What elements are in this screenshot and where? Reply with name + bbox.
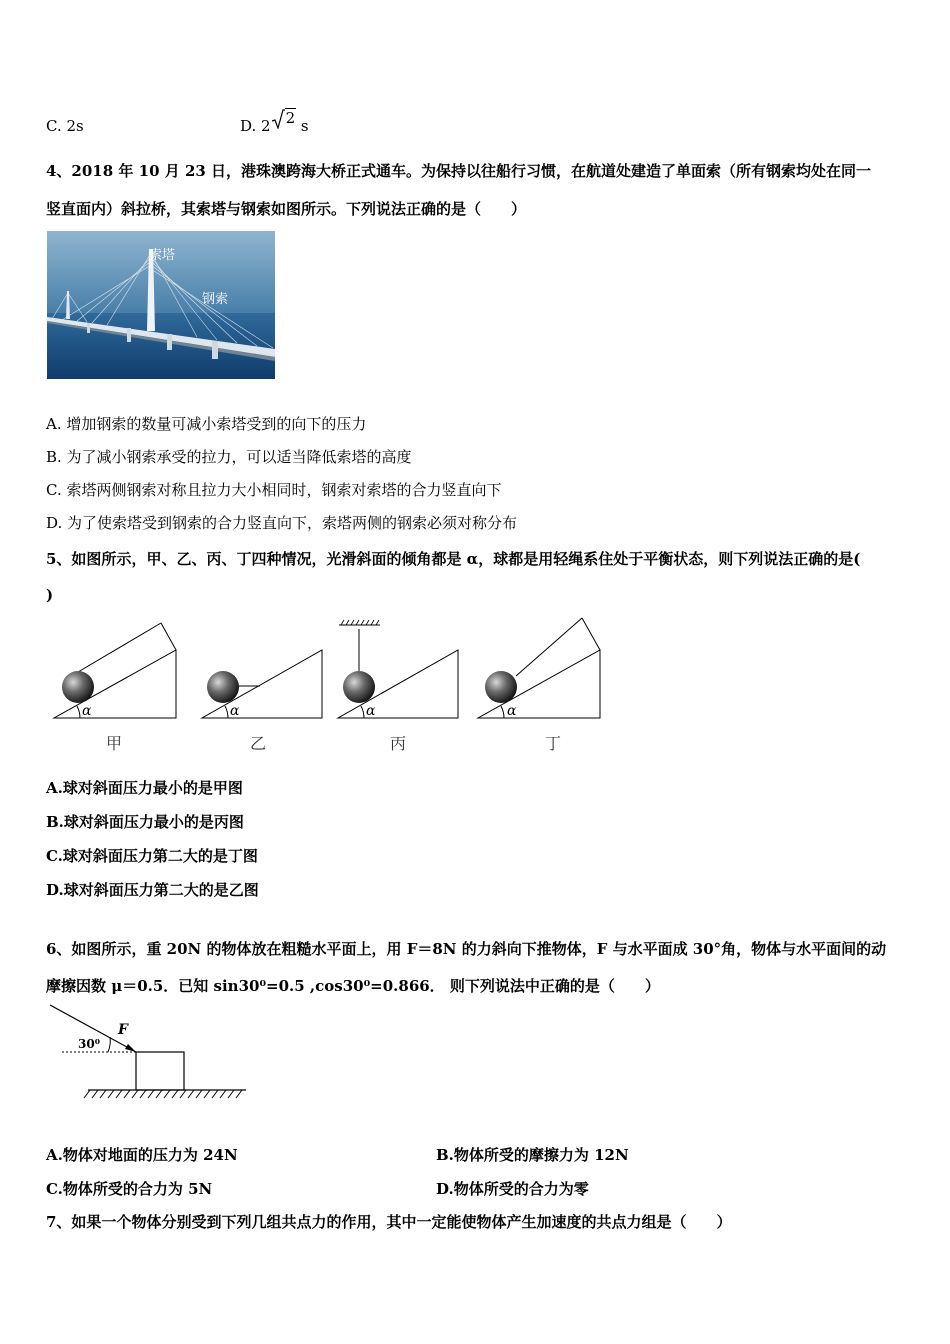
sqrt-expression xyxy=(271,108,297,129)
radicand: 2 xyxy=(285,109,296,127)
caption-yi: 乙 xyxy=(250,734,267,753)
q7-stem-line1: 7、如果一个物体分别受到下列几组共点力的作用，其中一定能使物体产生加速度的共点力组是（ ） xyxy=(46,1213,732,1231)
bridge-photo xyxy=(47,231,275,383)
alpha-label: α xyxy=(82,703,92,719)
q5-option-a: A.球对斜面压力最小的是甲图 xyxy=(46,779,243,797)
q6-option-b: B.物体所受的摩擦力为 12N xyxy=(436,1146,629,1164)
q4-stem-line2: 竖直面内）斜拉桥，其索塔与钢索如图所示。下列说法正确的是（ ） xyxy=(46,200,527,218)
q4-option-a: A. 增加钢索的数量可减小索塔受到的向下的压力 xyxy=(46,415,367,433)
force-diagram xyxy=(48,1004,253,1108)
alpha-label: α xyxy=(230,703,240,719)
q5-option-d: D.球对斜面压力第二大的是乙图 xyxy=(46,881,259,899)
caption-bing: 丙 xyxy=(390,734,407,753)
ball-yi xyxy=(207,671,239,703)
q5-option-b: B.球对斜面压力最小的是丙图 xyxy=(46,813,244,831)
option-c-q3: C. 2s xyxy=(46,117,84,135)
radical-sign-icon xyxy=(271,109,285,129)
angle-label: 30⁰ xyxy=(78,1037,100,1051)
alpha-label: α xyxy=(366,703,376,719)
q4-option-b: B. 为了减小钢索承受的拉力，可以适当降低索塔的高度 xyxy=(46,448,412,466)
label-tower: 索塔 xyxy=(149,248,176,263)
caption-jia: 甲 xyxy=(106,734,123,753)
q4-option-d: D. 为了使索塔受到钢索的合力竖直向下，索塔两侧的钢索必须对称分布 xyxy=(46,514,518,532)
q6-option-d: D.物体所受的合力为零 xyxy=(436,1180,589,1198)
q4-stem-line1: 4、2018 年 10 月 23 日，港珠澳跨海大桥正式通车。为保持以往船行习惯，在航道处建造了单面索（所有钢索均处在同一 xyxy=(46,162,872,180)
ball-jia xyxy=(62,671,94,703)
ball-ding xyxy=(485,671,517,703)
q6-stem-line1: 6、如图所示，重 20N 的物体放在粗糙水平面上，用 F＝8N 的力斜向下推物体，F 与水平面成 30°角，物体与水平面间的动 xyxy=(46,940,887,958)
alpha-label: α xyxy=(507,703,517,719)
force-label: F xyxy=(118,1022,128,1038)
option-d-unit: s xyxy=(300,117,309,135)
q6-option-a: A.物体对地面的压力为 24N xyxy=(46,1146,238,1164)
option-d-prefix: D. 2 xyxy=(240,117,271,135)
label-cable: 钢索 xyxy=(202,292,229,307)
caption-ding: 丁 xyxy=(545,734,562,753)
q4-option-c: C. 索塔两侧钢索对称且拉力大小相同时，钢索对索塔的合力竖直向下 xyxy=(46,481,502,499)
q5-stem-line2: ) xyxy=(46,586,54,604)
q6-stem-line2: 摩擦因数 μ＝0.5．已知 sin30⁰=0.5 ,cos30⁰=0.866． 则下列说法中正确的是（ ） xyxy=(46,977,660,995)
q5-option-c: C.球对斜面压力第二大的是丁图 xyxy=(46,847,258,865)
incline-figures xyxy=(40,612,620,766)
ball-bing xyxy=(343,671,375,703)
q6-option-c: C.物体所受的合力为 5N xyxy=(46,1180,213,1198)
option-d-q3 xyxy=(240,109,309,137)
q5-stem-line1: 5、如图所示，甲、乙、丙、丁四种情况，光滑斜面的倾角都是 α，球都是用轻绳系住处于平衡状态，则下列说法正确的是( xyxy=(46,550,861,568)
